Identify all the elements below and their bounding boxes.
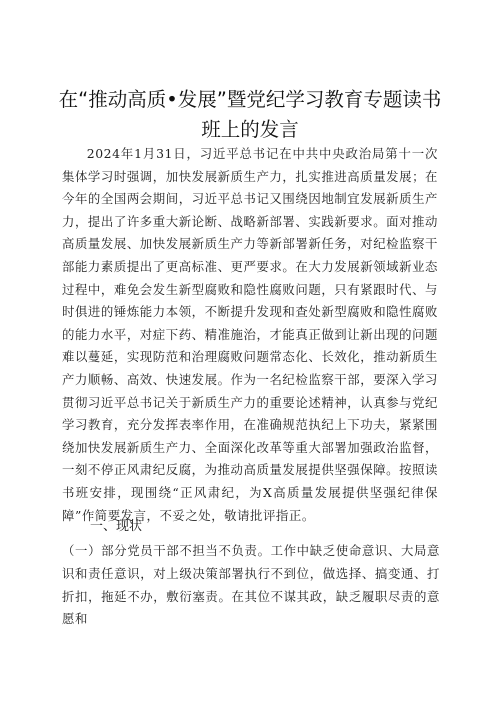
document-title-line-2: 班上的发言 <box>201 118 299 141</box>
document-title-line-1: 在“推动高质•发展”暨党纪学习教育专题读书 <box>58 88 442 111</box>
section-body <box>62 540 440 631</box>
intro-paragraph: 2024年1月31日，习近平总书记在中共中央政治局第十一次集体学习时强调，加快发展新质生产力，扎实推进高质量发展；在今年的全国两会期间，习近平总书记又围绕因地制宜发展新质生产力，提出了许多重大新论断、战略新部署、实践新要求。面对推动高质量发展、加快发展新质生产力等新部署新任务，对纪检监察干部能力素质提出了更高标准、更严要求。在大力发展新领域新业态过程中，难免会发生新型腐败和隐性腐败问题，只有紧跟时代、与时俱进的锤炼能力本领，不断提升发现和查处新型腐败和隐性腐败的能力水平，对症下药、精准施治，才能真正做到让新出现的问题难以蔓延，实现防范和治理腐败问题常态化、长效化，推动新质生产力顺畅、高效、快速发展。作为一名纪检监察干部，要深入学习贯彻习近平总书记关于新质生产力的重要论述精神，认真参与党纪学习教育，充分发挥表率作用，在准确规范执纪上下功夫，紧紧围绕加快发展新质生产力、全面深化改革等重大部署加强政治监督，一刻不停正风肃纪反腐，为推动高质量发展提供坚强保障。按照读书班安排，现围绕“正风肃纪，为X高质量发展提供坚强纪律保障”作简要发言，不妥之处，敬请批评指正。 <box>62 146 438 523</box>
document-body <box>62 143 438 527</box>
section-heading: 一、现状 <box>90 519 143 534</box>
section-paragraph: （一）部分党员干部不担当不负责。工作中缺乏使命意识、大局意识和责任意识，对上级决策部署执行不到位，做选择、搞变通、打折扣，拖延不办，敷衍塞责。在其位不谋其政，缺乏履职尽责的意愿和 <box>62 543 440 627</box>
